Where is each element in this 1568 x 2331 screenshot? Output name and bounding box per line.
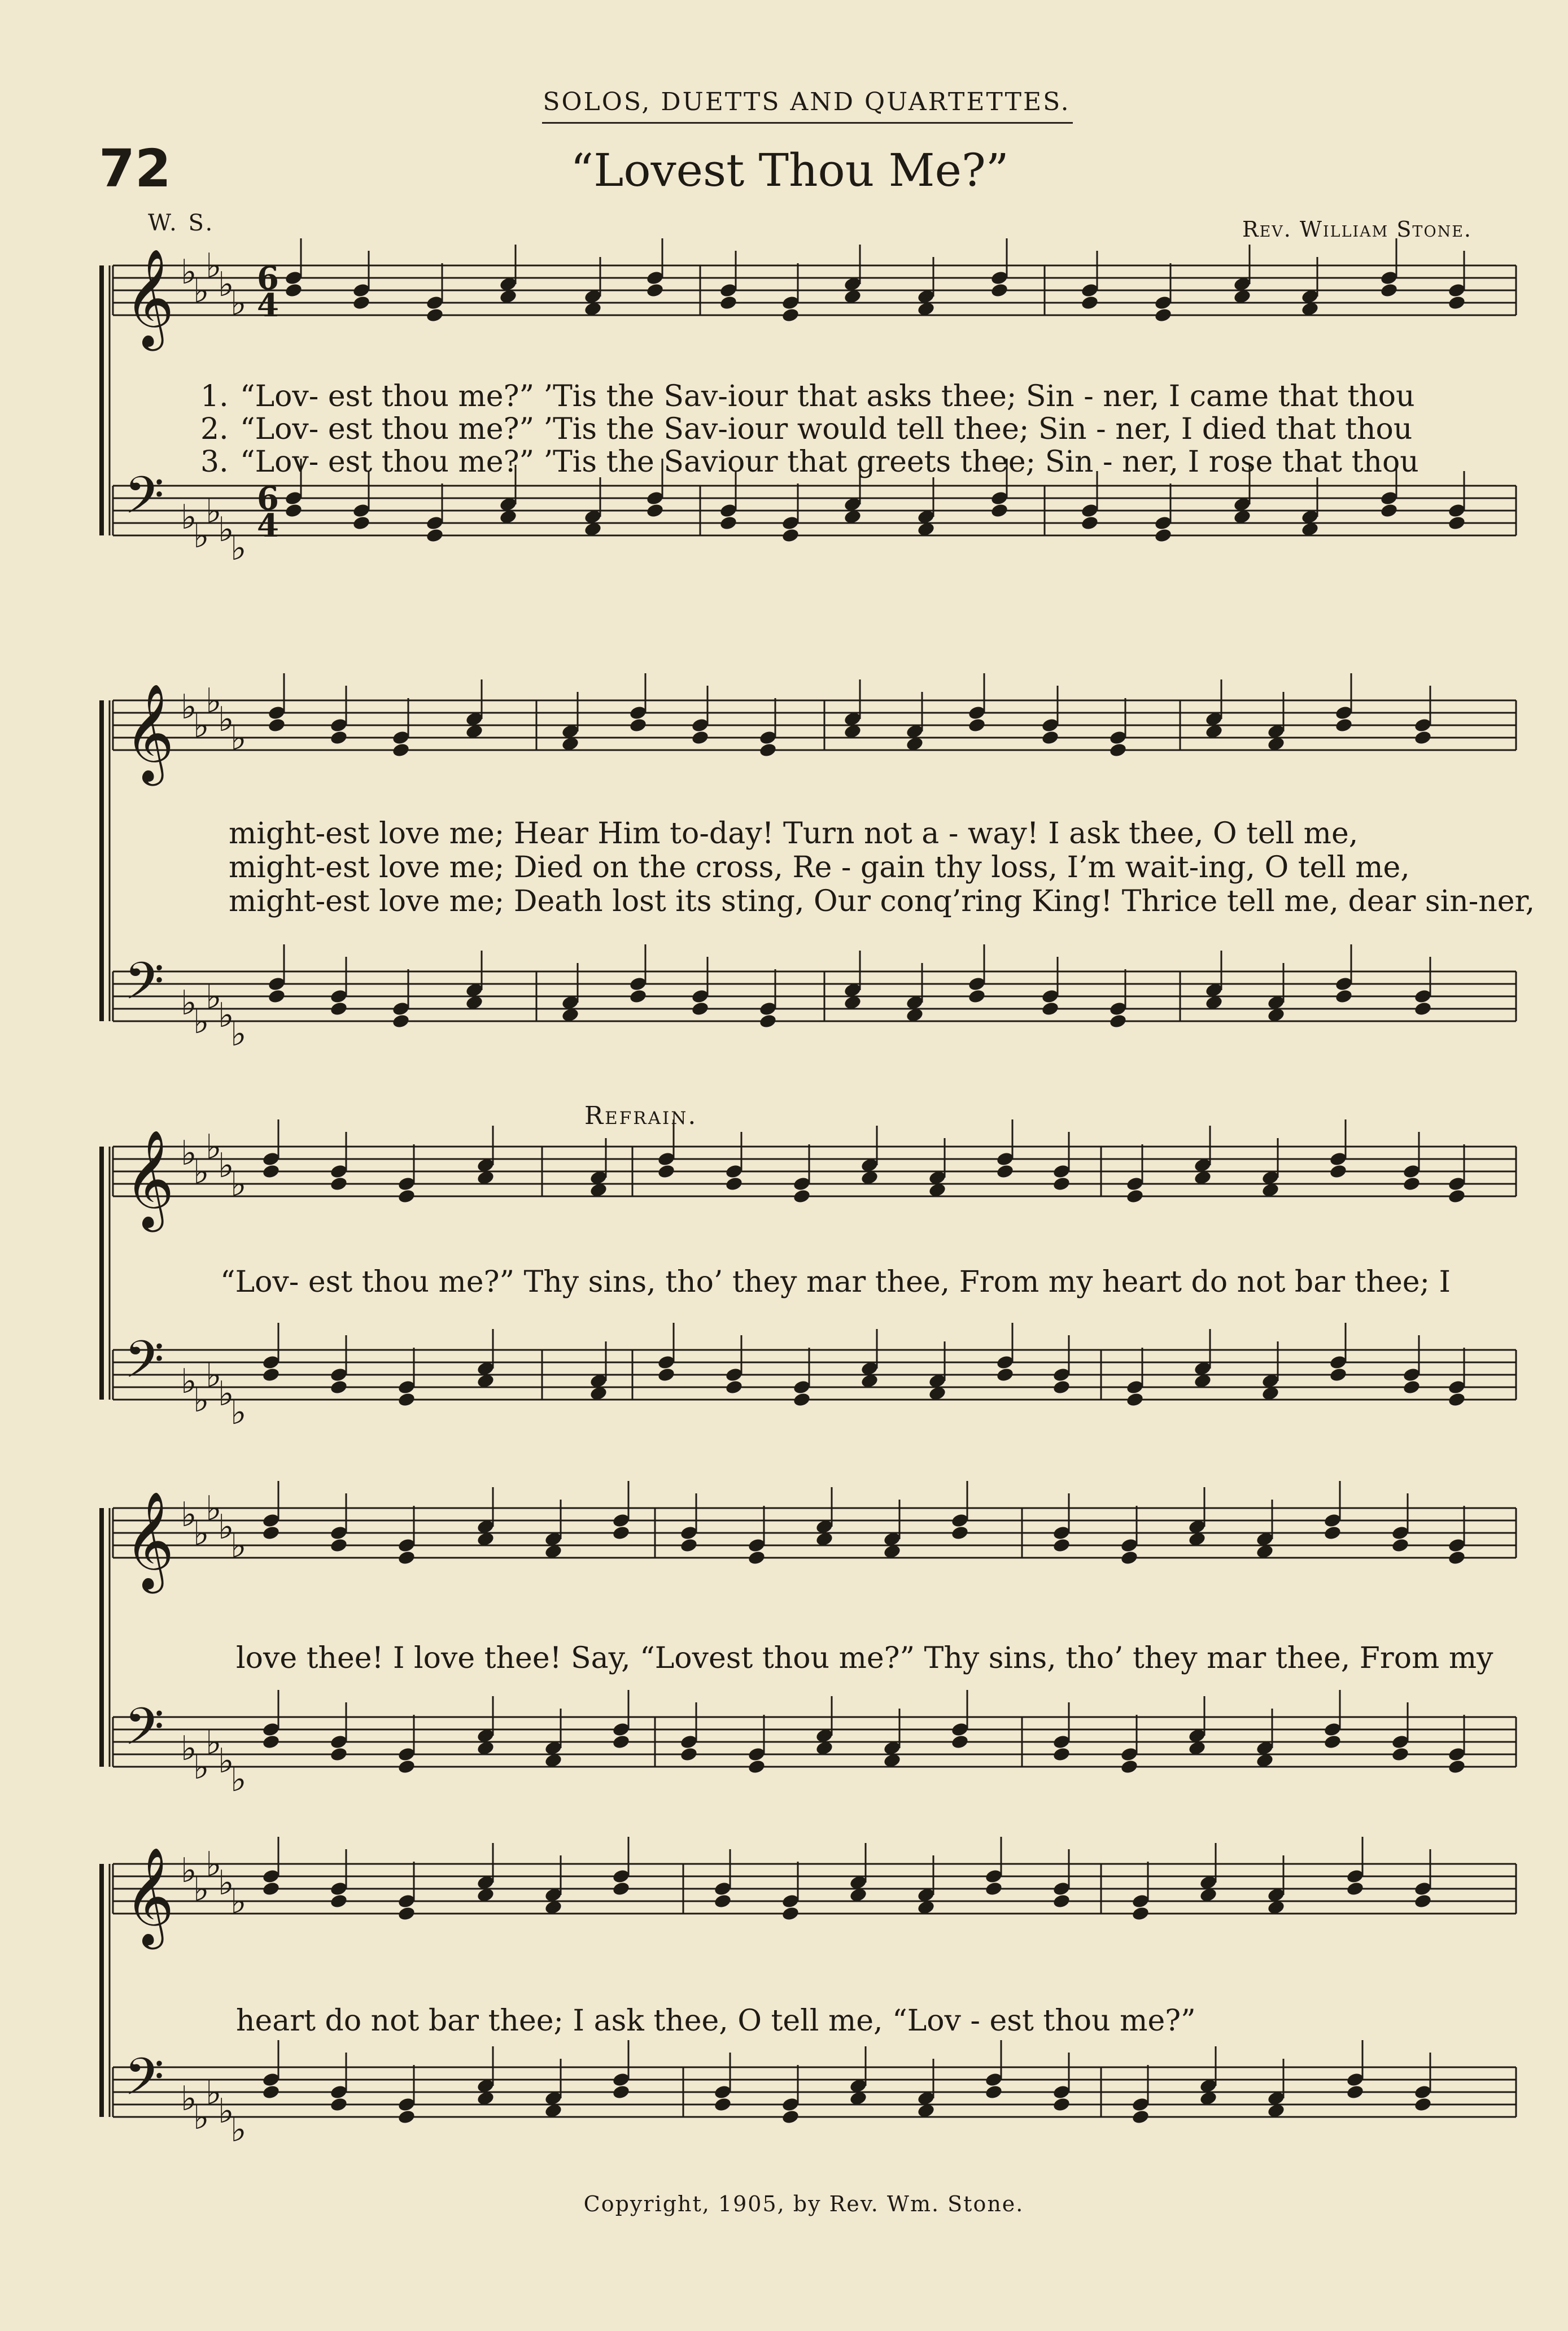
music-system-3 [0, 1124, 1568, 1474]
lyric-line: might-est love me; Death lost its sting, Our conq’ring King! Thrice tell me, dear sin-ner, [229, 885, 1535, 918]
svg-text:♭: ♭ [193, 1380, 209, 1420]
svg-text:♭: ♭ [193, 1514, 209, 1553]
svg-text:𝄞: 𝄞 [124, 1130, 174, 1228]
svg-text:𝄢: 𝄢 [124, 1697, 164, 1769]
svg-text:♭: ♭ [206, 2073, 222, 2112]
svg-text:♭: ♭ [206, 246, 222, 286]
svg-text:♭: ♭ [181, 687, 197, 727]
svg-text:♭: ♭ [181, 498, 197, 537]
svg-text:♭: ♭ [230, 1165, 247, 1204]
svg-text:♭: ♭ [181, 1362, 197, 1401]
svg-text:♭: ♭ [230, 1882, 247, 1922]
section-header: SOLOS, DUETTS AND QUARTETTES. [543, 88, 1071, 116]
svg-text:♭: ♭ [218, 1507, 234, 1547]
svg-text:♭: ♭ [206, 681, 222, 721]
lyric-line: might-est love me; Died on the cross, Re - gain thy loss, I’m wait-ing, O tell me, [229, 851, 1410, 885]
svg-text:♭: ♭ [206, 1489, 222, 1528]
svg-text:♭: ♭ [181, 2079, 197, 2119]
svg-text:4: 4 [257, 287, 279, 324]
svg-text:𝄢: 𝄢 [124, 951, 164, 1023]
header-rule [542, 122, 1073, 124]
refrain-label: Refrain. [584, 1101, 698, 1130]
svg-text:♭: ♭ [218, 1741, 234, 1781]
svg-text:♭: ♭ [193, 706, 209, 746]
svg-text:♭: ♭ [206, 1845, 222, 1884]
svg-text:♭: ♭ [193, 1870, 209, 1909]
lyric-line: heart do not bar thee; I ask thee, O tell me, “Lov - est thou me?” [236, 2004, 1196, 2038]
svg-text:♭: ♭ [230, 718, 247, 758]
svg-text:♭: ♭ [206, 977, 222, 1017]
svg-text:6: 6 [257, 260, 279, 297]
svg-text:♭: ♭ [218, 1374, 234, 1414]
svg-text:♭: ♭ [206, 1127, 222, 1167]
svg-text:♭: ♭ [230, 529, 247, 568]
hymn-title: “Lovest Thou Me?” [570, 144, 1009, 197]
svg-text:♭: ♭ [230, 1760, 247, 1800]
svg-text:♭: ♭ [230, 1393, 247, 1432]
svg-text:♭: ♭ [181, 1134, 197, 1173]
svg-text:♭: ♭ [218, 996, 234, 1035]
svg-text:𝄢: 𝄢 [124, 1330, 164, 1402]
svg-text:♭: ♭ [218, 1146, 234, 1186]
svg-text:6: 6 [257, 480, 279, 517]
svg-text:♭: ♭ [218, 265, 234, 304]
svg-text:𝄞: 𝄞 [124, 683, 174, 782]
lyric-verse-2: 2. “Lov- est thou me?” ’Tis the Sav-iour would tell thee; Sin - ner, I died that thou [200, 412, 1413, 446]
svg-text:♭: ♭ [230, 284, 247, 323]
lyric-line: love thee! I love thee! Say, “Lovest thou me?” Thy sins, tho’ they mar thee, From my [236, 1641, 1493, 1675]
svg-text:♭: ♭ [181, 983, 197, 1023]
svg-text:𝄢: 𝄢 [124, 2047, 164, 2119]
svg-text:𝄞: 𝄞 [124, 249, 174, 347]
svg-text:♭: ♭ [218, 700, 234, 739]
svg-text:♭: ♭ [181, 1495, 197, 1535]
svg-text:♭: ♭ [193, 2098, 209, 2137]
lyric-verse-1: 1. “Lov- est thou me?” ’Tis the Sav-iour that asks thee; Sin - ner, I came that thou [200, 380, 1415, 413]
svg-text:♭: ♭ [206, 491, 222, 531]
lyricist-credit: W. S. [148, 210, 215, 236]
svg-text:𝄞: 𝄞 [124, 1847, 174, 1945]
composer-credit: Rev. William Stone. [1242, 217, 1472, 242]
svg-text:♭: ♭ [193, 271, 209, 311]
svg-text:♭: ♭ [181, 252, 197, 292]
svg-text:𝄢: 𝄢 [124, 465, 164, 538]
svg-text:♭: ♭ [230, 1526, 247, 1566]
svg-text:♭: ♭ [193, 516, 209, 556]
svg-text:♭: ♭ [218, 2092, 234, 2131]
svg-text:♭: ♭ [193, 1748, 209, 1787]
hymn-number: 72 [99, 138, 172, 199]
svg-text:♭: ♭ [181, 1851, 197, 1890]
copyright-notice: Copyright, 1905, by Rev. Wm. Stone. [583, 2191, 1024, 2216]
lyric-line: “Lov- est thou me?” Thy sins, tho’ they mar thee, From my heart do not bar thee; I [220, 1265, 1451, 1299]
svg-text:♭: ♭ [193, 1002, 209, 1042]
svg-text:♭: ♭ [206, 1356, 222, 1395]
svg-text:♭: ♭ [230, 2110, 247, 2150]
svg-text:♭: ♭ [193, 1152, 209, 1192]
svg-text:♭: ♭ [218, 510, 234, 550]
lyric-verse-3: 3. “Lov- est thou me?” ’Tis the Saviour that greets thee; Sin - ner, I rose that thou [200, 445, 1419, 479]
svg-text:4: 4 [257, 507, 279, 544]
lyric-line: might-est love me; Hear Him to-day! Turn not a - way! I ask thee, O tell me, [229, 817, 1359, 851]
svg-text:♭: ♭ [206, 1723, 222, 1762]
svg-text:♭: ♭ [218, 1863, 234, 1903]
svg-text:♭: ♭ [181, 1729, 197, 1768]
svg-text:𝄞: 𝄞 [124, 1491, 174, 1589]
svg-text:♭: ♭ [230, 1014, 247, 1054]
